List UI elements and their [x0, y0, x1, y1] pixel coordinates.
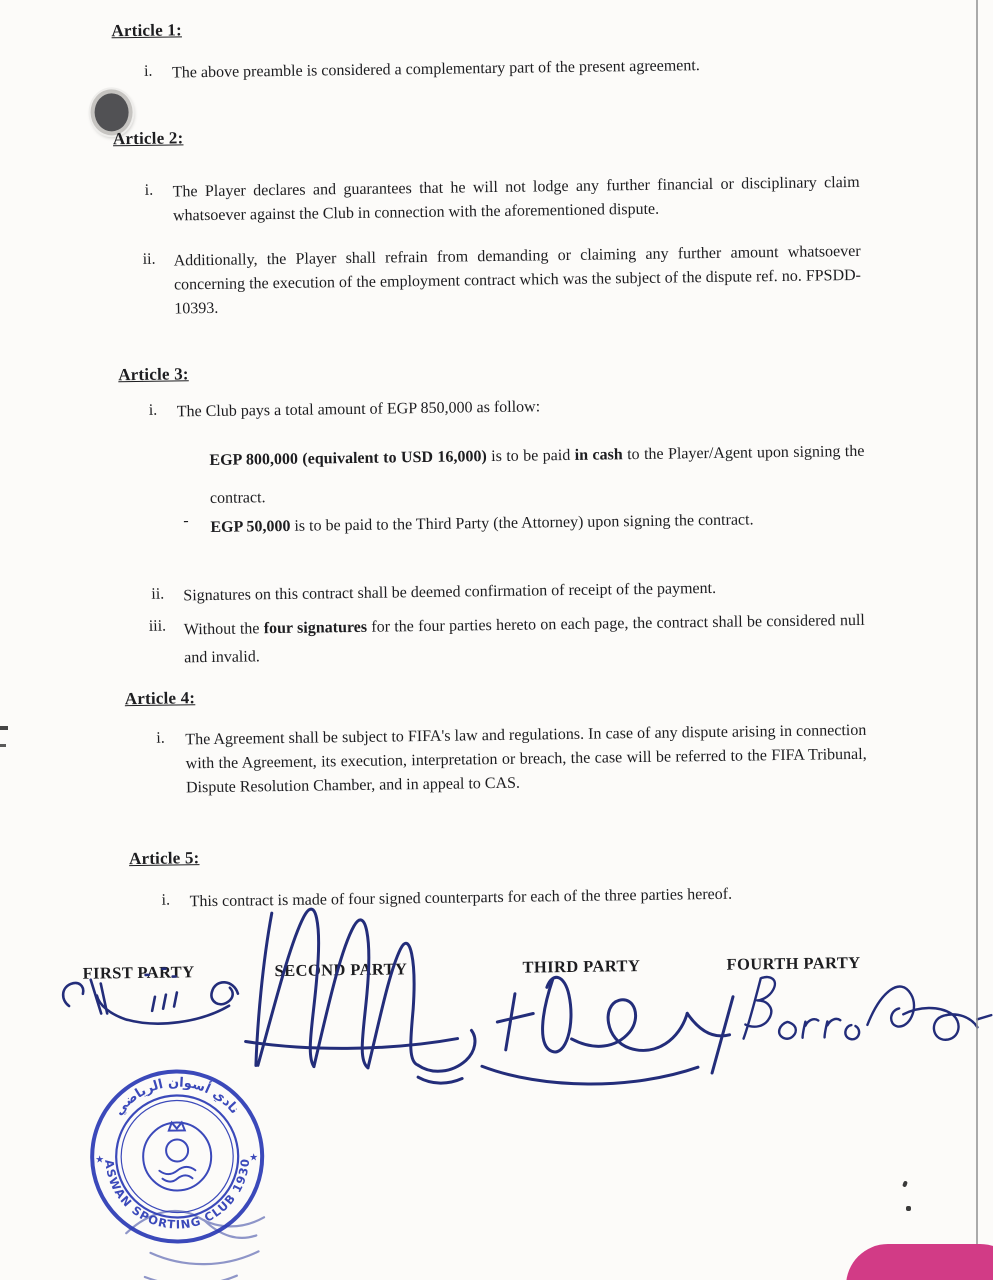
article-2-item-i-num: i.: [144, 181, 154, 199]
pink-corner-mark: [846, 1244, 993, 1280]
left-edge-mark-2: [0, 744, 6, 747]
stamp-inner-circle: [143, 1122, 212, 1191]
stamp-emblem: [159, 1122, 196, 1181]
left-edge-mark-1: [0, 726, 8, 730]
article-1-heading: Article 1:: [111, 20, 183, 41]
item-iii-pre: Without the: [183, 620, 264, 639]
item-iii-post: for the four parties hereto on each page, the contract shall be considered null and invalid.: [184, 611, 865, 667]
article-4-item-i-text: The Agreement shall be subject to FIFA's law and regulations. In case of any dispute arising in connection with the Agreement, its execution, interpretation or breach, the case will be referred to the FIFA Tribunal, Dispute Resolution Chamber, and in appeal to CAS.: [185, 721, 867, 797]
third-party-label: THIRD PARTY: [522, 956, 641, 977]
bullet-1-amount: EGP 800,000 (equivalent to USD 16,000): [209, 448, 487, 469]
stamp-latin-text: ASWAN SPORTING CLUB 1930: [102, 1157, 253, 1232]
second-party-signature: [244, 907, 476, 1074]
second-party-label: SECOND PARTY: [274, 959, 408, 981]
article-2-item-i-text: The Player declares and guarantees that he will not lodge any further financial or disciplinary claim whatsoever against the Club in connection with the aforementioned dispute.: [172, 173, 860, 225]
article-3-item-iii-num: iii.: [148, 617, 167, 635]
article-5-heading: Article 5:: [128, 848, 200, 869]
article-2-item-ii-num: ii.: [142, 250, 156, 268]
first-party-signature: [63, 968, 239, 1025]
right-edge-scan-line: [976, 0, 978, 1248]
stamp-star-left-icon: ★: [95, 1154, 105, 1166]
stamp-mid-ring-2: [120, 1100, 234, 1214]
bullet-1-text-b: to the Player/Agent upon signing the contract.: [209, 442, 865, 507]
item-iii-four-signatures: four signatures: [263, 618, 368, 638]
stamp-arabic-text: نادي أسوان الرياضي: [111, 1075, 242, 1119]
article-2-item-ii-text: Additionally, the Player shall refrain from demanding or claiming any further amount whatsoever concerning the execution of the employment contract which was the subject of the dispute ref. no. FPSDD-10393.: [173, 242, 862, 318]
aswan-sporting-club-stamp: [86, 1065, 268, 1247]
article-3-heading: Article 3:: [118, 364, 189, 385]
fourth-party-signature: [743, 974, 992, 1043]
first-party-label: FIRST PARTY: [82, 962, 195, 983]
article-2-heading: Article 2:: [112, 128, 184, 149]
ink-speck-2: [906, 1206, 911, 1211]
fourth-party-label: FOURTH PARTY: [726, 952, 861, 974]
bullet-2-dash: -: [183, 512, 189, 530]
article-1-item-i-num: i.: [143, 62, 153, 80]
article-5-item-i-text: This contract is made of four signed counterparts for each of the three parties hereof.: [189, 885, 733, 911]
article-3-item-ii-text: Signatures on this contract shall be deemed confirmation of receipt of the payment.: [183, 579, 717, 605]
article-3-item-iii-text: [184, 607, 866, 673]
bullet-1-in-cash: in cash: [574, 446, 623, 464]
bullet-1-text-a: is to be paid: [486, 446, 575, 466]
article-1-item-i-text: The above preamble is considered a complementary part of the present agreement.: [171, 57, 700, 82]
third-party-signature: [417, 975, 734, 1087]
bullet-2-amount: EGP 50,000: [210, 517, 291, 536]
article-3-item-i-text: The Club pays a total amount of EGP 850,000 as follow:: [176, 398, 541, 421]
stamp-star-right-icon: ★: [249, 1152, 259, 1164]
article-3-item-i-num: i.: [148, 401, 158, 419]
article-4-item-i-num: i.: [156, 729, 165, 747]
article-3-item-ii-num: ii.: [151, 585, 165, 603]
bullet-2-text: is to be paid to the Third Party (the Attorney) upon signing the contract.: [290, 511, 754, 535]
article-5-item-i-num: i.: [161, 891, 171, 909]
article-4-heading: Article 4:: [124, 688, 196, 709]
